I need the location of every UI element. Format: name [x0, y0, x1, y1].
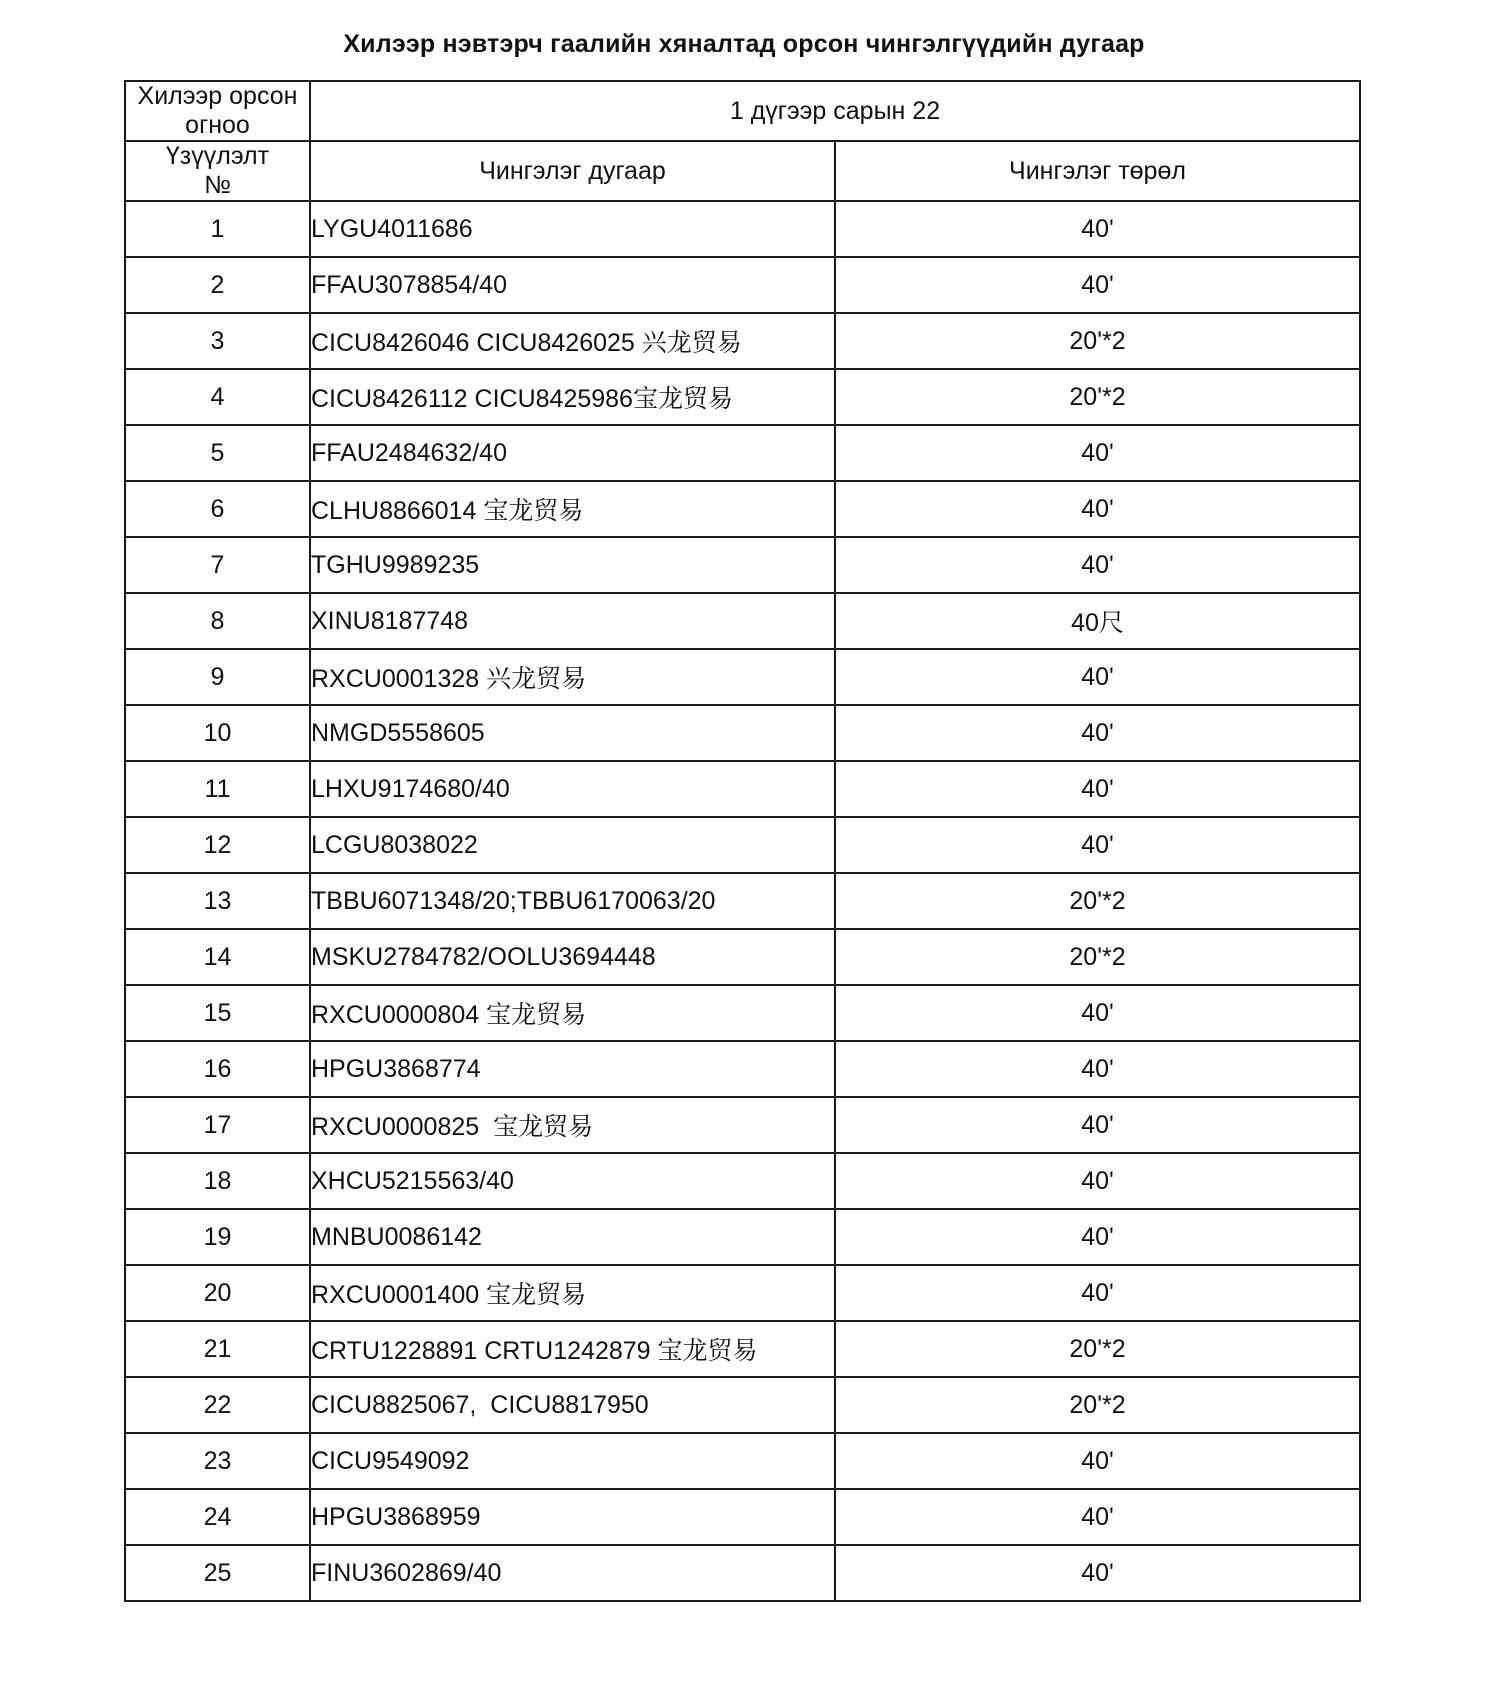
container-number-cell — [310, 1265, 835, 1321]
container-type-cell: 40' — [835, 1489, 1360, 1545]
company-note: 宝龙贸易 — [486, 1280, 587, 1309]
row-index-cell: 18 — [125, 1153, 310, 1209]
container-number-cell — [310, 873, 835, 929]
row-index-cell: 7 — [125, 537, 310, 593]
date-header-row — [125, 81, 1360, 141]
container-number: XHCU5215563/40 — [311, 1166, 514, 1195]
container-number: RXCU0000825 — [311, 1113, 494, 1141]
container-number: CICU9549092 — [311, 1446, 470, 1475]
table-row — [125, 1265, 1360, 1321]
container-number: CRTU1228891 CRTU1242879 — [311, 1337, 658, 1365]
container-type-cell: 40' — [835, 649, 1360, 705]
row-index-cell: 9 — [125, 649, 310, 705]
container-number-cell — [310, 1209, 835, 1265]
row-index-cell: 8 — [125, 593, 310, 649]
date-value-cell: 1 дүгээр сарын 22 — [310, 81, 1360, 141]
table-row — [125, 1097, 1360, 1153]
container-number: HPGU3868774 — [311, 1054, 481, 1083]
row-index-cell: 20 — [125, 1265, 310, 1321]
container-type-cell: 40' — [835, 1433, 1360, 1489]
container-type-cell: 40' — [835, 817, 1360, 873]
container-number-cell — [310, 593, 835, 649]
table-row — [125, 1041, 1360, 1097]
container-number: NMGD5558605 — [311, 718, 485, 747]
container-number-cell — [310, 1097, 835, 1153]
row-index-cell: 1 — [125, 201, 310, 257]
container-number: CICU8426046 CICU8426025 — [311, 329, 642, 357]
container-table — [124, 80, 1361, 1602]
container-number: CICU8825067, CICU8817950 — [311, 1390, 649, 1419]
container-type-cell: 20'*2 — [835, 313, 1360, 369]
row-index-cell: 17 — [125, 1097, 310, 1153]
container-number: RXCU0001400 — [311, 1281, 487, 1309]
page-title: Хилээр нэвтэрч гаалийн хяналтад орсон чингэлгүүдийн дугаар — [343, 30, 1145, 58]
date-label-cell — [125, 81, 310, 141]
date-label-line2: огноо — [185, 111, 250, 139]
container-type-cell: 40' — [835, 257, 1360, 313]
row-index-cell: 6 — [125, 481, 310, 537]
container-number: MNBU0086142 — [311, 1222, 482, 1251]
table-row — [125, 1433, 1360, 1489]
container-type-cell: 20'*2 — [835, 929, 1360, 985]
container-number-cell — [310, 481, 835, 537]
container-number-cell — [310, 1377, 835, 1433]
container-number-cell — [310, 761, 835, 817]
container-type-cell: 20'*2 — [835, 369, 1360, 425]
row-index-cell: 11 — [125, 761, 310, 817]
table-row — [125, 985, 1360, 1041]
container-type-cell: 40' — [835, 537, 1360, 593]
row-index-cell: 14 — [125, 929, 310, 985]
row-index-cell: 4 — [125, 369, 310, 425]
container-number-cell — [310, 1321, 835, 1377]
container-type-cell: 20'*2 — [835, 873, 1360, 929]
table-row — [125, 1377, 1360, 1433]
table-row — [125, 761, 1360, 817]
container-type-cell: 40' — [835, 1097, 1360, 1153]
table-row — [125, 257, 1360, 313]
container-type-cell: 40' — [835, 705, 1360, 761]
table-row — [125, 649, 1360, 705]
table-row — [125, 481, 1360, 537]
container-number: XINU8187748 — [311, 606, 469, 635]
container-number: CICU8426112 CICU8425986 — [311, 385, 633, 413]
container-number-cell — [310, 369, 835, 425]
row-index-cell: 15 — [125, 985, 310, 1041]
container-number: HPGU3868959 — [311, 1502, 481, 1531]
company-note: 兴龙贸易 — [641, 328, 742, 357]
container-number-cell — [310, 1433, 835, 1489]
container-number: LCGU8038022 — [311, 830, 478, 859]
container-type-cell: 40' — [835, 1265, 1360, 1321]
container-number-cell — [310, 649, 835, 705]
container-number-cell — [310, 705, 835, 761]
company-note: 宝龙贸易 — [483, 496, 584, 525]
index-label-line2: № — [204, 171, 231, 199]
container-number: TBBU6071348/20;TBBU6170063/20 — [311, 886, 716, 915]
container-number: FINU3602869/40 — [311, 1558, 502, 1587]
table-row — [125, 313, 1360, 369]
row-index-cell: 22 — [125, 1377, 310, 1433]
row-index-cell: 3 — [125, 313, 310, 369]
container-number-cell — [310, 257, 835, 313]
company-note: 宝龙贸易 — [486, 1000, 587, 1029]
container-number: MSKU2784782/OOLU3694448 — [311, 942, 656, 971]
container-number-cell — [310, 1545, 835, 1601]
company-note: 宝龙贸易 — [493, 1112, 594, 1141]
container-type-cell: 40' — [835, 1545, 1360, 1601]
table-row — [125, 1153, 1360, 1209]
table-row — [125, 873, 1360, 929]
row-index-cell: 25 — [125, 1545, 310, 1601]
table-row — [125, 369, 1360, 425]
table-body — [125, 81, 1360, 1601]
row-index-cell: 24 — [125, 1489, 310, 1545]
container-type-cell: 40' — [835, 425, 1360, 481]
row-index-cell: 5 — [125, 425, 310, 481]
container-number: LHXU9174680/40 — [311, 774, 510, 803]
row-index-cell: 12 — [125, 817, 310, 873]
date-label-line1: Хилээр орсон — [137, 82, 298, 110]
table-row — [125, 817, 1360, 873]
container-type-cell: 40' — [835, 761, 1360, 817]
container-number: RXCU0001328 — [311, 665, 487, 693]
container-type-cell: 40' — [835, 1209, 1360, 1265]
container-number: LYGU4011686 — [311, 214, 473, 243]
container-number-cell — [310, 425, 835, 481]
container-type-cell: 20'*2 — [835, 1321, 1360, 1377]
container-number-cell — [310, 537, 835, 593]
company-note: 宝龙贸易 — [657, 1336, 758, 1365]
row-index-cell: 21 — [125, 1321, 310, 1377]
container-type-cell: 20'*2 — [835, 1377, 1360, 1433]
container-type-cell: 40' — [835, 1153, 1360, 1209]
table-row — [125, 1545, 1360, 1601]
table-row — [125, 593, 1360, 649]
table-row — [125, 929, 1360, 985]
type-header-cell: Чингэлэг төрөл — [835, 141, 1360, 201]
row-index-cell: 2 — [125, 257, 310, 313]
row-index-cell: 10 — [125, 705, 310, 761]
table-row — [125, 425, 1360, 481]
row-index-cell: 16 — [125, 1041, 310, 1097]
container-type-cell: 40' — [835, 481, 1360, 537]
column-header-row — [125, 141, 1360, 201]
container-number-cell — [310, 1041, 835, 1097]
container-type-cell: 40' — [835, 201, 1360, 257]
container-number: RXCU0000804 — [311, 1001, 487, 1029]
table-row — [125, 1209, 1360, 1265]
company-note: 宝龙贸易 — [632, 384, 733, 413]
container-type-cell: 40' — [835, 1041, 1360, 1097]
index-label-cell — [125, 141, 310, 201]
container-number: FFAU3078854/40 — [311, 270, 507, 299]
container-number-cell — [310, 1153, 835, 1209]
number-header-cell: Чингэлэг дугаар — [310, 141, 835, 201]
table-row — [125, 1489, 1360, 1545]
container-number: TGHU9989235 — [311, 550, 480, 579]
table-row — [125, 1321, 1360, 1377]
container-type-cell: 40' — [835, 985, 1360, 1041]
company-note: 兴龙贸易 — [486, 664, 587, 693]
container-type-cell: 40尺 — [835, 593, 1360, 649]
table-row — [125, 705, 1360, 761]
row-index-cell: 19 — [125, 1209, 310, 1265]
container-number: CLHU8866014 — [311, 497, 484, 525]
container-number-cell — [310, 201, 835, 257]
index-label-line1: Үзүүлэлт — [165, 142, 270, 170]
row-index-cell: 13 — [125, 873, 310, 929]
container-number-cell — [310, 985, 835, 1041]
container-number-cell — [310, 929, 835, 985]
table-row — [125, 537, 1360, 593]
container-number: FFAU2484632/40 — [311, 438, 507, 467]
table-row — [125, 201, 1360, 257]
row-index-cell: 23 — [125, 1433, 310, 1489]
container-number-cell — [310, 1489, 835, 1545]
container-number-cell — [310, 817, 835, 873]
container-number-cell — [310, 313, 835, 369]
